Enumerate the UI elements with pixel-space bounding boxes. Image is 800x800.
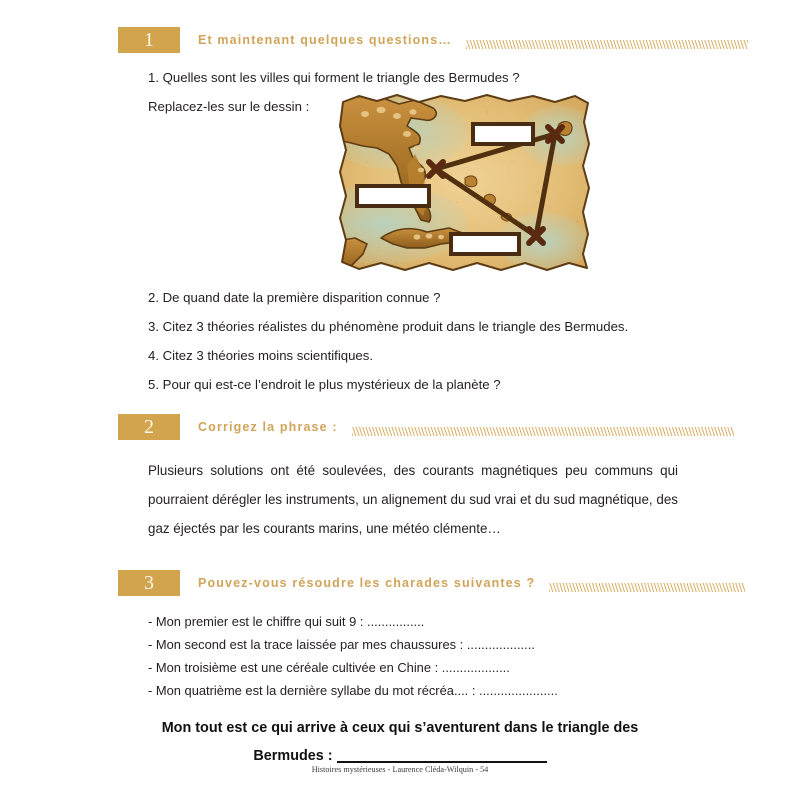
section-header-2: [118, 414, 734, 440]
page-footer: Histoires mystérieuses - Laurence Cléda-Wilquin - 54: [311, 765, 489, 774]
question-4: 4. Citez 3 théories moins scientifiques.: [148, 348, 374, 363]
charade-item-3: - Mon troisième est une céréale cultivée en Chine : ...................: [148, 660, 510, 675]
question-1: 1. Quelles sont les villes qui forment le triangle des Bermudes ?: [148, 70, 520, 85]
question-2: 2. De quand date la première disparition connue ?: [148, 290, 441, 305]
section-number-badge-1: 1: [118, 27, 180, 53]
conclusion-line-1: Mon tout est ce qui arrive à ceux qui s’aventurent dans le triangle des: [161, 720, 639, 736]
header-hatch-decoration-1: [466, 40, 748, 49]
charade-conclusion: [120, 714, 680, 770]
section-number-badge-2: 2: [118, 414, 180, 440]
section-title-2: Corrigez la phrase :: [198, 420, 338, 434]
question-5: 5. Pour qui est-ce l’endroit le plus mystérieux de la planète ?: [148, 377, 501, 392]
answer-blank-line[interactable]: [337, 761, 547, 763]
section-title-3: Pouvez-vous résoudre les charades suivantes ?: [198, 576, 536, 590]
header-hatch-decoration-2: [352, 427, 734, 436]
section-header-1: [118, 27, 748, 53]
bermuda-triangle-map-image: [337, 92, 593, 274]
section-2-paragraph: Plusieurs solutions ont été soulevées, des courants magnétiques peu communs qui pourraient dérégler les instruments, un alignement du sud vrai et du sud magnétique, des gaz éjectés par les courants marins, une météo clémente…: [148, 463, 678, 536]
question-3: 3. Citez 3 théories réalistes du phénomène produit dans le triangle des Bermudes.: [148, 319, 629, 334]
section-number-badge-3: 3: [118, 570, 180, 596]
section-title-1: Et maintenant quelques questions…: [198, 33, 452, 47]
conclusion-line-2: Bermudes :: [253, 748, 333, 764]
charade-item-4: - Mon quatrième est la dernière syllabe du mot récréa.... : ......................: [148, 683, 558, 698]
charade-item-2: - Mon second est la trace laissée par mes chaussures : ...................: [148, 637, 535, 652]
charade-item-1: - Mon premier est le chiffre qui suit 9 : ................: [148, 614, 425, 629]
replace-instruction: Replacez-les sur le dessin :: [148, 99, 310, 114]
section-header-3: [118, 570, 745, 596]
header-hatch-decoration-3: [549, 583, 745, 592]
